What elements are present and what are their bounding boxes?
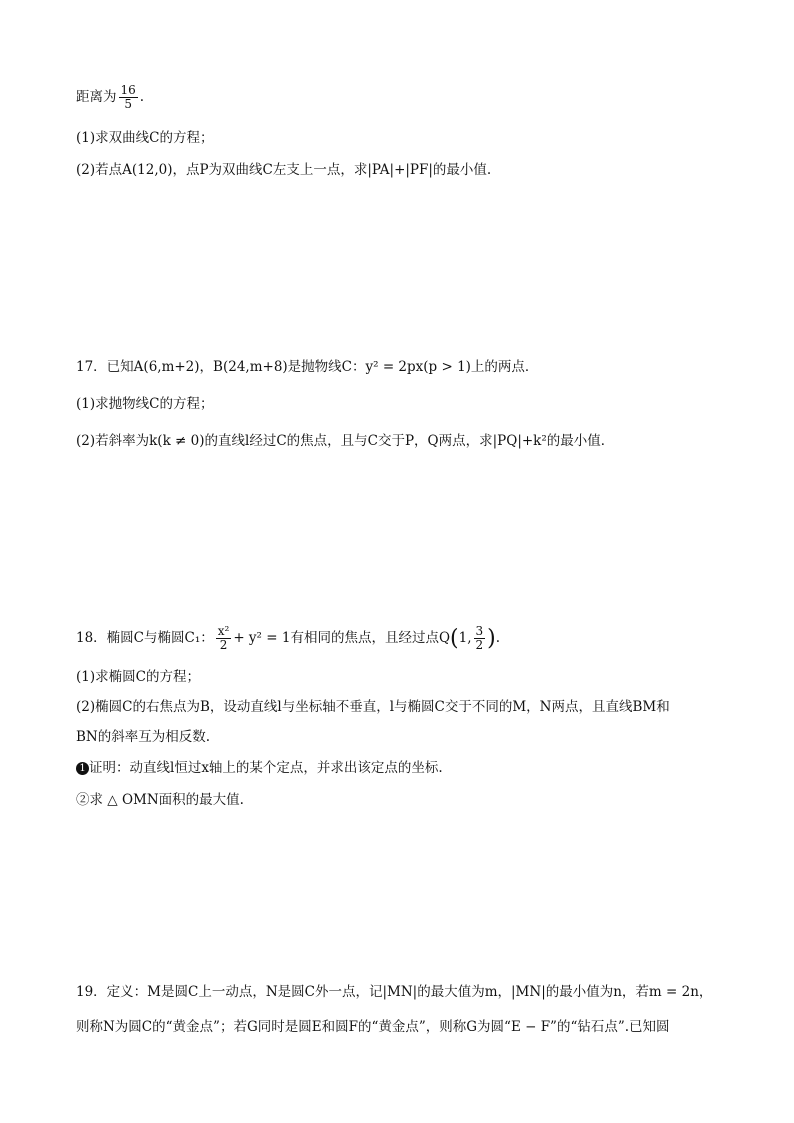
fraction-denominator: 2 (219, 638, 228, 652)
right-paren: ) (487, 626, 496, 651)
p16-distance-suffix: . (139, 89, 145, 105)
p19-line-1: 19．定义：M是圆C上一动点，N是圆C外一点，记|MN|的最大值为m，|MN|的最小值为n，若m = 2n， (76, 984, 713, 1000)
p18-stem-part-b: + y² = 1有相同的焦点，且经过点Q (233, 630, 451, 646)
p18-question-1: (1)求椭圆C的方程； (76, 669, 200, 685)
left-paren: ( (450, 626, 459, 651)
p16-question-2: (2)若点A(12,0)，点P为双曲线C左支上一点，求|PA|+|PF|的最小值. (76, 162, 492, 178)
p18-point-fraction (474, 625, 486, 652)
p18-subquestion-1-text: 证明：动直线l恒过x轴上的某个定点，并求出该定点的坐标. (89, 760, 443, 776)
p18-ellipse-fraction (216, 625, 232, 652)
p16-distance-prefix: 距离为 (76, 89, 117, 105)
p19-line-2: 则称N为圆C的“黄金点”；若G同时是圆E和圆F的“黄金点”，则称G为圆“E − F”的“钻石点”.已知圆 (76, 1019, 670, 1035)
p16-distance-line (76, 84, 734, 111)
p18-question-2-line-2: BN的斜率互为相反数. (76, 729, 211, 745)
p18-stem-part-a: 18．椭圆C与椭圆C₁： (76, 630, 214, 646)
p17-question-1: (1)求抛物线C的方程； (76, 396, 214, 412)
p16-distance-fraction (119, 84, 138, 111)
fraction-numerator: 3 (475, 624, 484, 638)
p18-stem: 18．椭圆C与椭圆C₁： $\frac{\text{x²}}{2}$ + y² = 1有相同的焦点，且经过点Q(1, $\frac{3}{2}$ ). (76, 624, 501, 652)
p18-subquestion-2: ②求 △ OMN面积的最大值. (76, 792, 244, 808)
fraction-numerator: 16 (120, 83, 136, 97)
fraction-denominator: 5 (124, 97, 132, 111)
p18-subquestion-1 (76, 757, 734, 779)
p17-question-2: (2)若斜率为k(k ≠ 0)的直线l经过C的焦点，且与C交于P，Q两点，求|PQ|+k²的最小值． (76, 433, 615, 449)
fraction-denominator: 2 (475, 638, 484, 652)
p17-stem: 17．已知A(6,m+2)，B(24,m+8)是抛物线C：y² = 2px(p > 1)上的两点． (76, 359, 539, 375)
fraction-numerator: x² (217, 624, 230, 638)
p18-question-2-line-1: (2)椭圆C的右焦点为B，设动直线l与坐标轴不垂直，l与椭圆C交于不同的M，N两点，且直线BM和 (76, 699, 670, 715)
p16-question-1: (1)求双曲线C的方程； (76, 130, 214, 146)
circled-one-icon: 1 (76, 762, 89, 775)
